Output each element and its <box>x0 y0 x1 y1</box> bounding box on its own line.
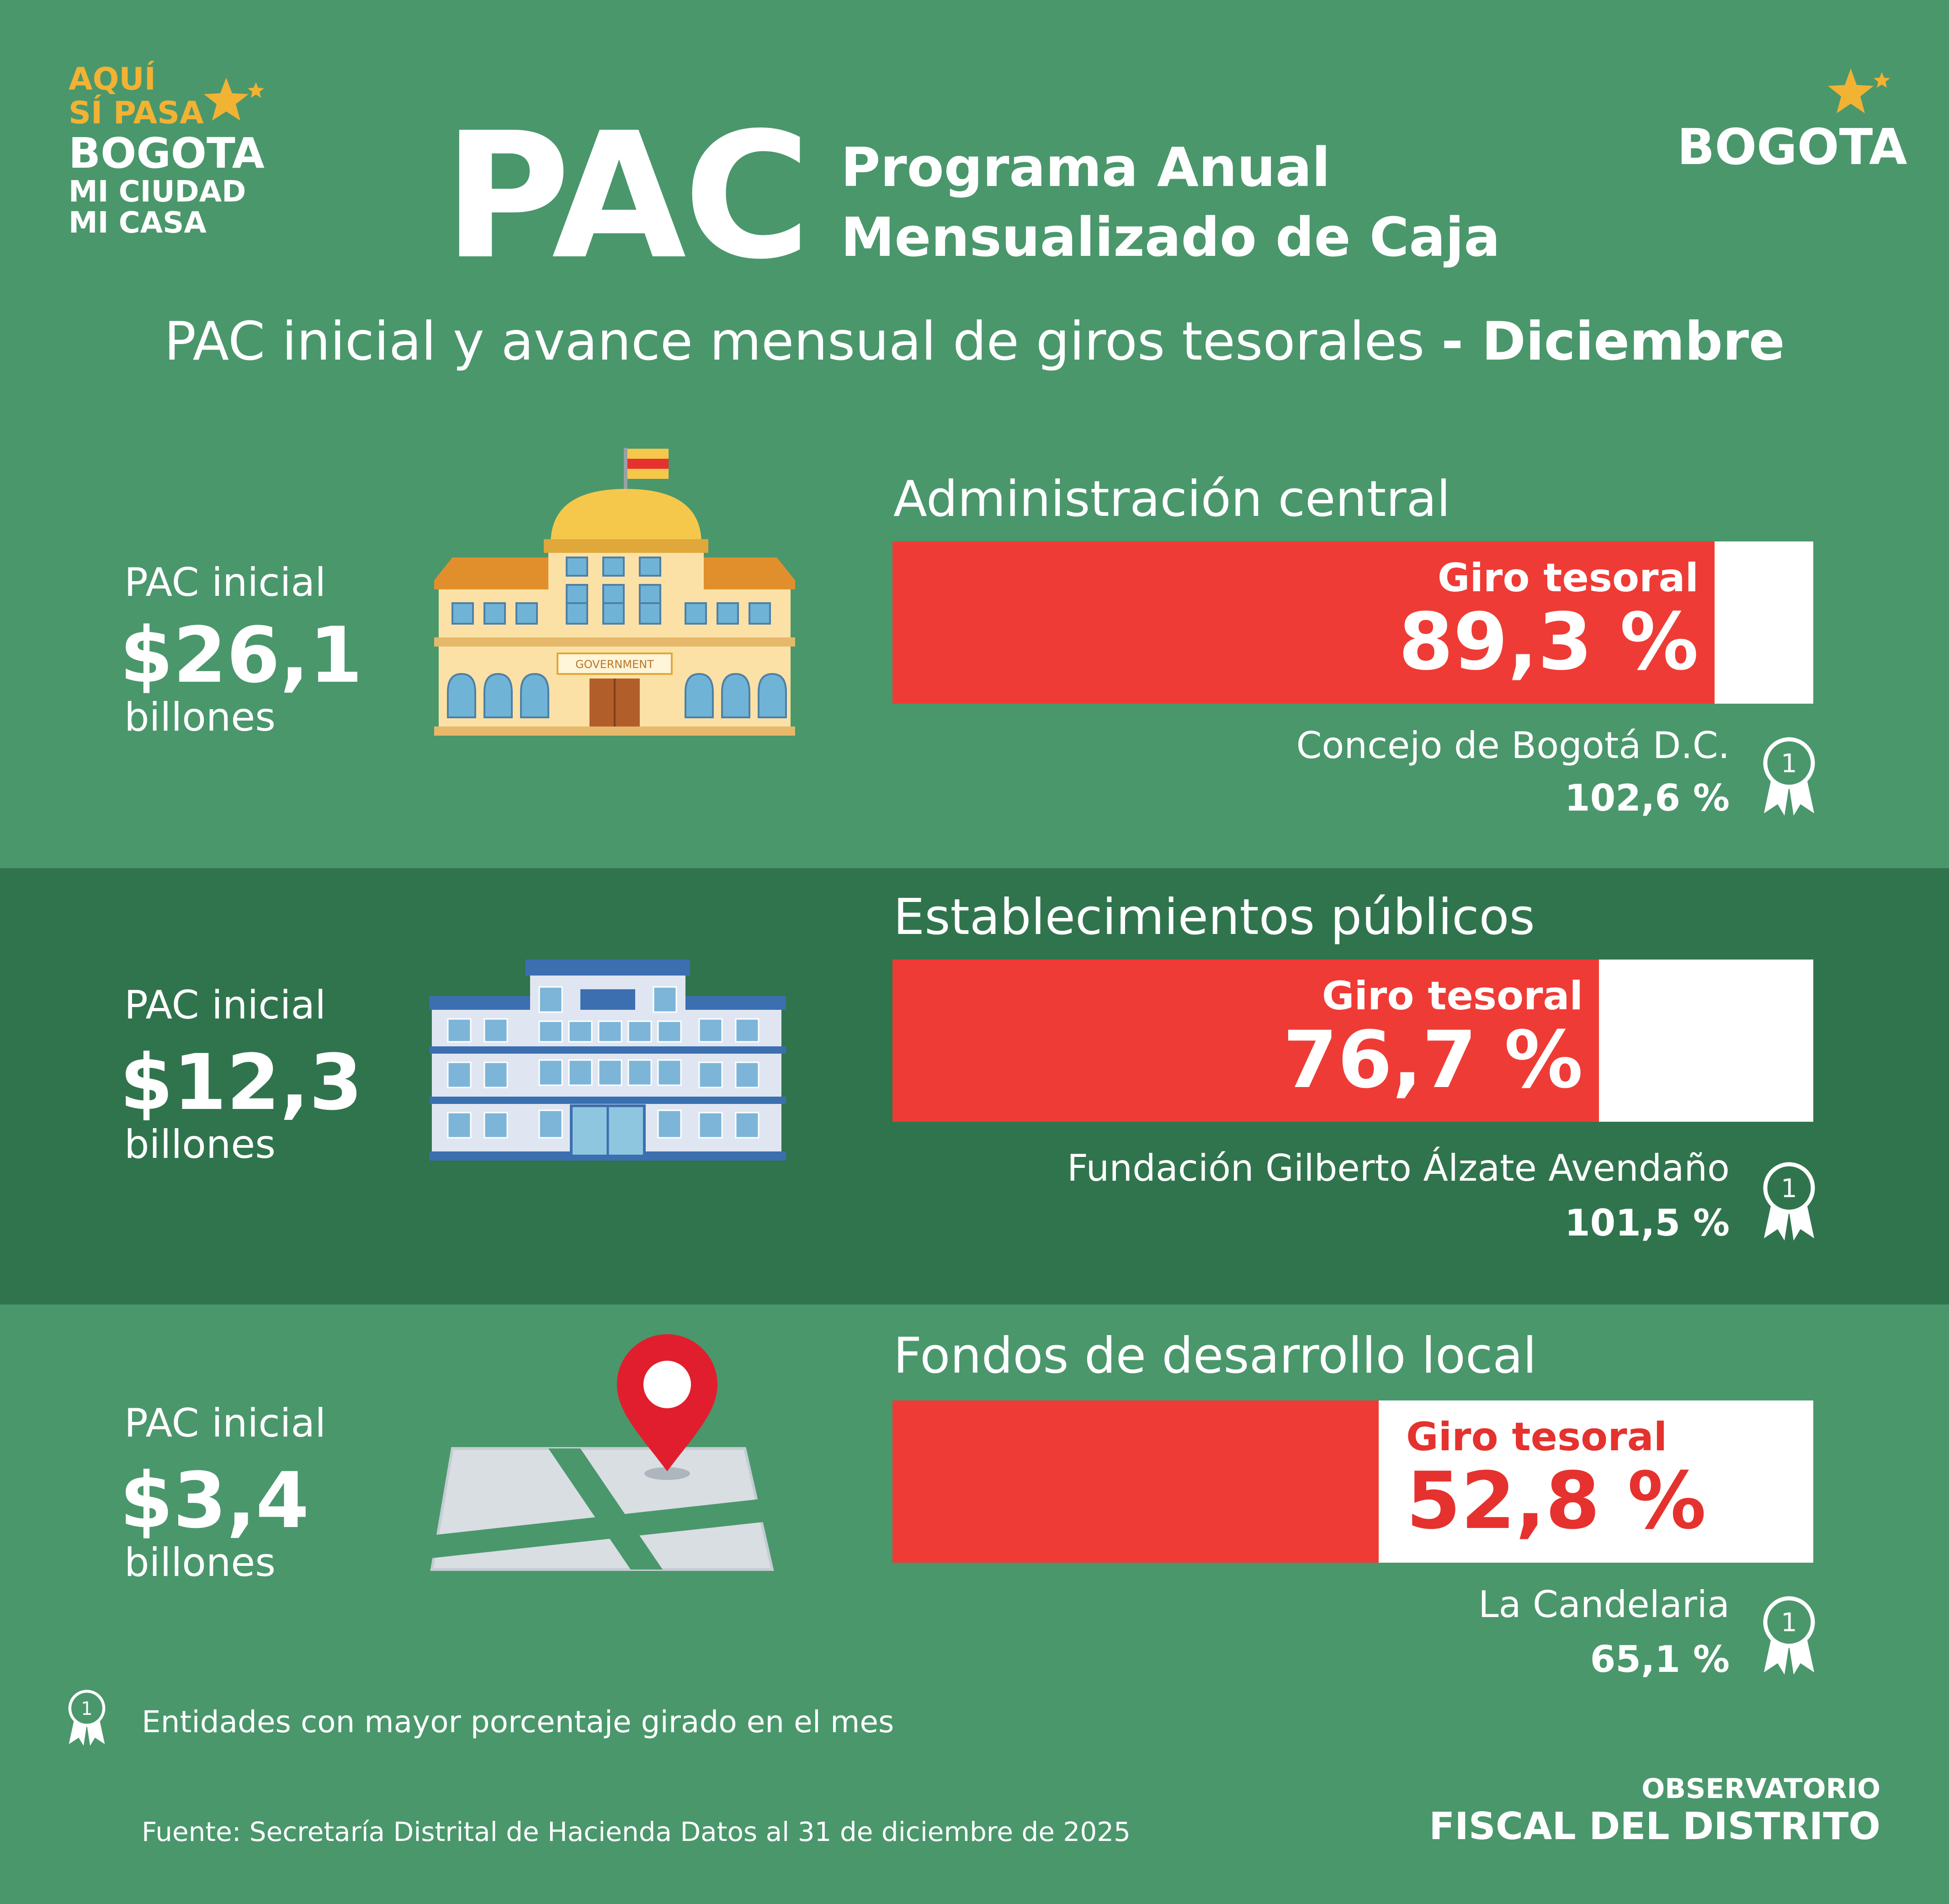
bar-track <box>892 541 1813 704</box>
observatory-logo-bottom: FISCAL DEL DISTRITO <box>1429 1805 1880 1848</box>
top-entity-percent: 65,1 % <box>1590 1638 1730 1681</box>
bar-track <box>892 1400 1813 1563</box>
top-entity-percent: 102,6 % <box>1564 777 1730 819</box>
category-label: Fondos de desarrollo local <box>893 1327 1537 1384</box>
svg-text:GOVERNMENT: GOVERNMENT <box>575 658 654 671</box>
bar-value-label: Giro tesoral 89,3 % <box>1398 555 1699 688</box>
bar-track <box>892 960 1813 1122</box>
pac-initial-value: $26,1 <box>120 610 363 700</box>
medal-icon <box>64 1688 110 1748</box>
pac-initial-label: PAC inicial <box>124 982 326 1028</box>
top-entity-name: La Candelaria <box>1478 1583 1730 1626</box>
medal-icon <box>1757 1161 1821 1243</box>
medal-icon <box>1757 736 1821 818</box>
map-pin-icon <box>425 1334 781 1581</box>
medal-icon <box>1757 1595 1821 1677</box>
legend-text: Entidades con mayor porcentaje girado en el mes <box>142 1704 894 1740</box>
star-icon <box>201 73 270 128</box>
government-building-icon <box>434 443 795 736</box>
pac-initial-label: PAC inicial <box>124 560 326 605</box>
page-subtitle: Programa Anual Mensualizado de Caja <box>841 136 1501 269</box>
top-entity-name: Fundación Gilberto Álzate Avendaño <box>1067 1147 1730 1189</box>
svg-text:1: 1 <box>1781 1608 1797 1638</box>
svg-text:1: 1 <box>1781 1174 1797 1204</box>
observatory-logo-top: OBSERVATORIO <box>1641 1773 1880 1805</box>
office-building-icon <box>430 960 786 1161</box>
bogota-logo: BOGOTA <box>1677 119 1907 176</box>
pac-initial-unit: billones <box>124 1540 276 1586</box>
svg-text:1: 1 <box>1781 749 1797 779</box>
bar-value-label: Giro tesoral 76,7 % <box>1283 973 1583 1106</box>
category-label: Administración central <box>893 471 1450 528</box>
source-note: Fuente: Secretaría Distrital de Hacienda Datos al 31 de diciembre de 2025 <box>142 1816 1131 1847</box>
pac-initial-value: $12,3 <box>120 1038 363 1127</box>
top-entity-name: Concejo de Bogotá D.C. <box>1296 724 1730 767</box>
pac-initial-label: PAC inicial <box>124 1400 326 1446</box>
bar <box>892 1400 1379 1563</box>
page-title: PAC <box>443 95 808 297</box>
star-icon <box>1823 64 1896 123</box>
category-label: Establecimientos públicos <box>893 889 1535 946</box>
headline: PAC inicial y avance mensual de giros tesorales - Diciembre <box>164 311 1785 372</box>
bogota-campaign-logo: AQUÍ SÍ PASA BOGOTA MI CIUDAD MI CASA <box>69 61 265 240</box>
svg-text:1: 1 <box>81 1698 93 1719</box>
bar-value-label: Giro tesoral 52,8 % <box>1406 1414 1706 1547</box>
top-entity-percent: 101,5 % <box>1564 1202 1730 1244</box>
pac-initial-unit: billones <box>124 1122 276 1167</box>
pac-initial-value: $3,4 <box>120 1456 309 1545</box>
pac-initial-unit: billones <box>124 695 276 740</box>
